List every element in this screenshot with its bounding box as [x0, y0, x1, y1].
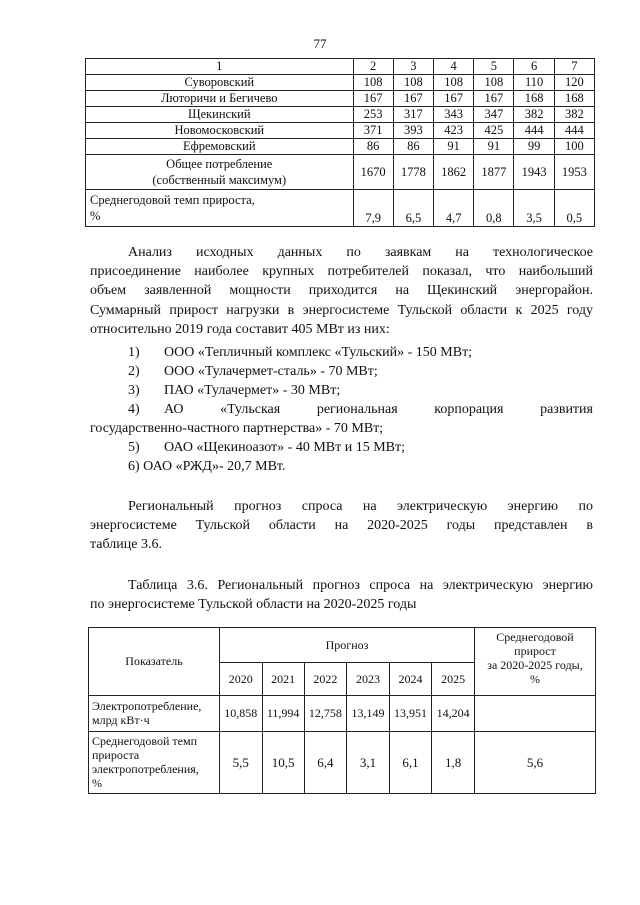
- list-item: [128, 400, 593, 419]
- table-row: [86, 139, 595, 155]
- list-item: [128, 457, 286, 476]
- table-cell: 3,1: [347, 732, 390, 794]
- table-row-total: [86, 155, 595, 190]
- table-cell: 382: [514, 107, 554, 123]
- text-line: Суммарный прирост нагрузки в энергосистеме Тульской области к 2025 году: [90, 302, 593, 318]
- table-cell: 86: [393, 139, 433, 155]
- table-cell: 425: [474, 123, 514, 139]
- table-cell: 13,149: [347, 696, 390, 732]
- table-cell: 1862: [434, 155, 474, 190]
- list-number: 3): [128, 383, 140, 398]
- table-cell: 108: [434, 75, 474, 91]
- table-cell: 10,858: [220, 696, 263, 732]
- list-number: 2): [128, 364, 140, 379]
- year-header: 2025: [432, 663, 475, 696]
- table-cell: 347: [474, 107, 514, 123]
- list-item: [128, 381, 340, 400]
- table-cell: 120: [554, 75, 594, 91]
- table-cell: 253: [353, 107, 393, 123]
- forecast-header: Прогноз: [220, 628, 475, 663]
- year-header: 2022: [304, 663, 347, 696]
- growth-label-line: Среднегодовой темп прироста,: [90, 193, 255, 207]
- table-cell: 7,9: [353, 190, 393, 227]
- table-cell: 10,5: [262, 732, 304, 794]
- list-item-continuation: [90, 419, 593, 438]
- table-cell: 1877: [474, 155, 514, 190]
- avg-header-line: за 2020-2025 годы,: [487, 658, 583, 672]
- text-line: присоединение наиболее крупных потребителей показал, что наибольший: [90, 264, 593, 280]
- total-label-line: (собственный максимум): [152, 173, 287, 187]
- growth-label: [86, 190, 354, 227]
- table-cell: 108: [353, 75, 393, 91]
- table-cell: 167: [353, 91, 393, 107]
- header-cell: 1: [86, 59, 354, 75]
- table-cell: 4,7: [434, 190, 474, 227]
- year-header: 2020: [220, 663, 263, 696]
- row-label: [89, 732, 220, 794]
- table-row: [86, 91, 595, 107]
- avg-cell: 5,6: [475, 732, 596, 794]
- region-name: Новомосковский: [86, 123, 354, 139]
- region-name: Ефремовский: [86, 139, 354, 155]
- table-row: [86, 123, 595, 139]
- table-row: [86, 75, 595, 91]
- table-row: [86, 107, 595, 123]
- table-cell: 99: [514, 139, 554, 155]
- list-text: 6) ОАО «РЖД»- 20,7 МВт.: [128, 459, 286, 474]
- caption-line: Таблица 3.6. Региональный прогноз спроса на электрическую энергию: [128, 578, 593, 593]
- table-cell: 317: [393, 107, 433, 123]
- total-label-line: Общее потребление: [166, 157, 273, 171]
- table-cell: 91: [434, 139, 474, 155]
- table-cell: 444: [514, 123, 554, 139]
- table-header-row: [89, 628, 596, 663]
- page-number: 77: [313, 36, 327, 51]
- table-cell: 343: [434, 107, 474, 123]
- text-line: энергосистеме Тульской области на 2020-2025 годы представлен в: [90, 518, 593, 534]
- table-cell: 423: [434, 123, 474, 139]
- table-caption: [90, 576, 593, 614]
- table-cell: 110: [514, 75, 554, 91]
- row-label-line: Среднегодовой темп: [92, 734, 197, 748]
- table-cell: 6,5: [393, 190, 433, 227]
- text-line: объем заявленной мощности приходится на Щекинский энергорайон.: [90, 283, 593, 299]
- table-cell: 168: [514, 91, 554, 107]
- header-cell: 3: [393, 59, 433, 75]
- table-cell: 108: [393, 75, 433, 91]
- year-header: 2021: [262, 663, 304, 696]
- avg-growth-header: [475, 628, 596, 696]
- forecast-paragraph: [90, 497, 593, 555]
- row-label-line: Электропотребление,: [92, 699, 202, 713]
- list-text: ПАО «Тулачермет» - 30 МВт;: [164, 383, 341, 398]
- list-text: АО «Тульская региональная корпорация развития: [164, 402, 593, 417]
- header-cell: 2: [353, 59, 393, 75]
- caption-line: по энергосистеме Тульской области на 2020-2025 годы: [90, 597, 417, 613]
- year-header: 2023: [347, 663, 390, 696]
- text-line: государственно-частного партнерства» - 70 МВт;: [90, 421, 384, 436]
- row-label-line: млрд кВт·ч: [92, 713, 150, 727]
- region-name: Щекинский: [86, 107, 354, 123]
- header-cell: 6: [514, 59, 554, 75]
- table-cell: 13,951: [389, 696, 432, 732]
- table-cell: 393: [393, 123, 433, 139]
- table-cell: 11,994: [262, 696, 304, 732]
- list-item: [128, 362, 378, 381]
- region-name: Суворовский: [86, 75, 354, 91]
- forecast-table: [88, 627, 596, 794]
- indicator-header: Показатель: [89, 628, 220, 696]
- table-row-growth: [86, 190, 595, 227]
- list-number: 5): [128, 440, 140, 455]
- table-cell: 108: [474, 75, 514, 91]
- row-label: [89, 696, 220, 732]
- list-number: 4): [128, 402, 140, 417]
- header-cell: 7: [554, 59, 594, 75]
- table-cell: 6,4: [304, 732, 347, 794]
- avg-cell: [475, 696, 596, 732]
- table-cell: 444: [554, 123, 594, 139]
- table-cell: 1943: [514, 155, 554, 190]
- text-line: таблице 3.6.: [90, 537, 162, 553]
- list-number: 1): [128, 345, 140, 360]
- list-item: [128, 343, 472, 362]
- table-cell: 86: [353, 139, 393, 155]
- table-cell: 12,758: [304, 696, 347, 732]
- table-cell: 168: [554, 91, 594, 107]
- table-row: [89, 696, 596, 732]
- list-text: ООО «Тулачермет-сталь» - 70 МВт;: [164, 364, 378, 379]
- table-cell: 382: [554, 107, 594, 123]
- list-text: ОАО «Щекиноазот» - 40 МВт и 15 МВт;: [164, 440, 406, 455]
- table-cell: 5,5: [220, 732, 263, 794]
- header-cell: 5: [474, 59, 514, 75]
- table-cell: 6,1: [389, 732, 432, 794]
- table-row: [89, 732, 596, 794]
- table-cell: 3,5: [514, 190, 554, 227]
- avg-header-line: Среднегодовой: [496, 630, 574, 644]
- analysis-paragraph: [90, 243, 593, 339]
- text-line: Региональный прогноз спроса на электрическую энергию по: [128, 499, 593, 514]
- list-item: [128, 438, 405, 457]
- table-cell: 1953: [554, 155, 594, 190]
- table-cell: 1778: [393, 155, 433, 190]
- table-cell: 371: [353, 123, 393, 139]
- row-label-line: электропотребления,: [92, 762, 199, 776]
- table-cell: 167: [434, 91, 474, 107]
- table-cell: 0,8: [474, 190, 514, 227]
- growth-label-line: %: [90, 209, 101, 223]
- header-cell: 4: [434, 59, 474, 75]
- table-cell: 167: [393, 91, 433, 107]
- text-line: относительно 2019 года составит 405 МВт из них:: [90, 321, 390, 337]
- table-cell: 1670: [353, 155, 393, 190]
- avg-header-line: прирост: [514, 644, 556, 658]
- table-cell: 1,8: [432, 732, 475, 794]
- table-cell: 167: [474, 91, 514, 107]
- avg-header-line: %: [530, 672, 540, 686]
- text-line: Анализ исходных данных по заявкам на технологическое: [128, 245, 593, 260]
- load-table: [85, 58, 595, 227]
- table-cell: 0,5: [554, 190, 594, 227]
- row-label-line: %: [92, 776, 102, 790]
- table-cell: 91: [474, 139, 514, 155]
- table-cell: 14,204: [432, 696, 475, 732]
- region-name: Люторичи и Бегичево: [86, 91, 354, 107]
- row-label-line: прироста: [92, 748, 140, 762]
- table-header-row: [86, 59, 595, 75]
- year-header: 2024: [389, 663, 432, 696]
- table-cell: 100: [554, 139, 594, 155]
- list-text: ООО «Тепличный комплекс «Тульский» - 150 МВт;: [164, 345, 473, 360]
- total-label: [86, 155, 354, 190]
